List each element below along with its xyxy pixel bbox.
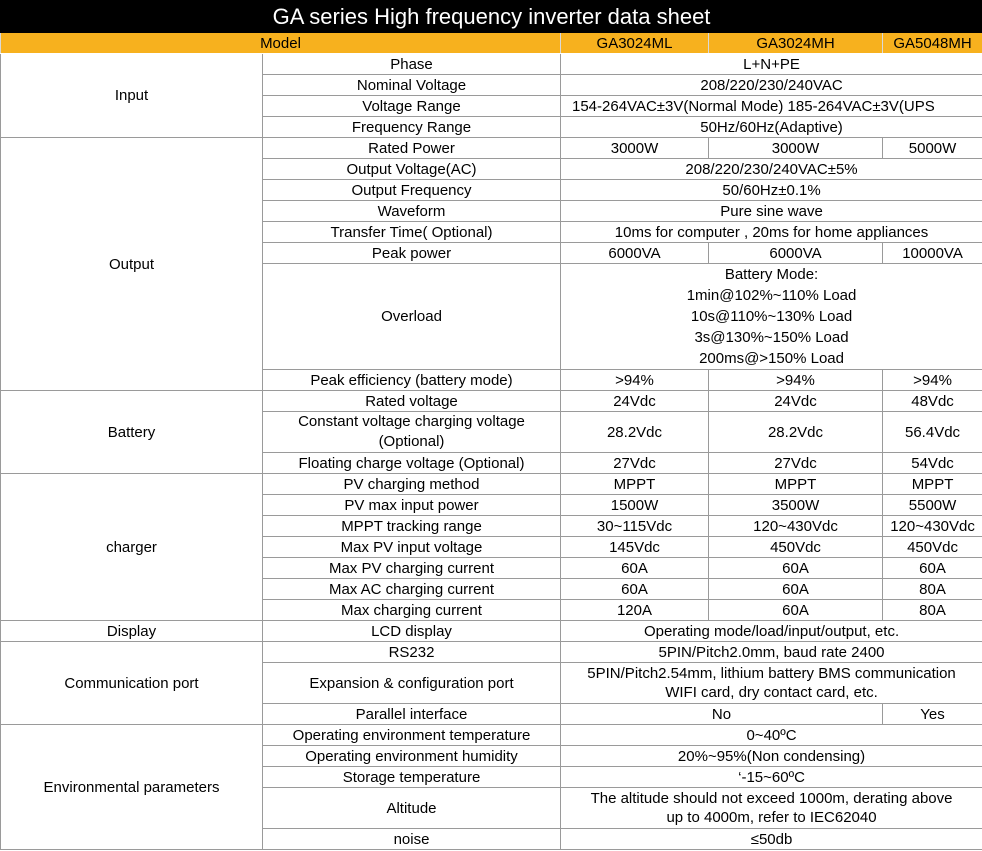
param-label: Operating environment humidity <box>263 746 561 767</box>
param-value: 450Vdc <box>883 537 982 558</box>
param-value: 60A <box>709 579 883 600</box>
param-value: 60A <box>709 600 883 621</box>
param-label: Altitude <box>263 788 561 829</box>
param-value: Pure sine wave <box>561 201 982 222</box>
param-label: Rated Power <box>263 138 561 159</box>
model-ga3024ml: GA3024ML <box>561 33 709 54</box>
param-label: Storage temperature <box>263 767 561 788</box>
model-header-row <box>1 33 982 54</box>
overload-line: 3s@130%~150% Load <box>694 329 849 346</box>
model-ga3024mh: GA3024MH <box>709 33 883 54</box>
param-value: 10ms for computer , 20ms for home appliances <box>561 222 982 243</box>
param-label: Voltage Range <box>263 96 561 117</box>
overload-line: 200ms@>150% Load <box>699 350 844 367</box>
sheet-title: GA series High frequency inverter data sheet <box>1 1 982 33</box>
param-label: PV max input power <box>263 495 561 516</box>
table-row <box>1 725 982 746</box>
param-value: 3500W <box>709 495 883 516</box>
overload-line: 1min@102%~110% Load <box>686 287 857 304</box>
group-display: Display <box>1 621 263 642</box>
param-value: 3000W <box>561 138 709 159</box>
param-value: MPPT <box>561 474 709 495</box>
param-label: Output Frequency <box>263 180 561 201</box>
param-value: 208/220/230/240VAC <box>561 75 982 96</box>
param-value: 450Vdc <box>709 537 883 558</box>
param-value: 5500W <box>883 495 982 516</box>
param-value: ≤50db <box>561 829 982 850</box>
param-value: 20%~95%(Non condensing) <box>561 746 982 767</box>
param-label: Rated voltage <box>263 391 561 412</box>
altitude-line: up to 4000m, refer to IEC62040 <box>666 809 877 826</box>
param-label: Transfer Time( Optional) <box>263 222 561 243</box>
param-value: 50Hz/60Hz(Adaptive) <box>561 117 982 138</box>
model-label: Model <box>1 33 561 54</box>
param-label: Max PV input voltage <box>263 537 561 558</box>
group-battery: Battery <box>1 391 263 474</box>
param-value: 0~40ºC <box>561 725 982 746</box>
param-value: 6000VA <box>561 243 709 264</box>
param-label: Max PV charging current <box>263 558 561 579</box>
param-label: Floating charge voltage (Optional) <box>263 453 561 474</box>
param-value <box>561 788 982 829</box>
table-row <box>1 391 982 412</box>
param-label: Max charging current <box>263 600 561 621</box>
param-value <box>561 663 982 704</box>
param-value: 28.2Vdc <box>709 412 883 453</box>
param-label: Overload <box>263 264 561 370</box>
param-label: Phase <box>263 54 561 75</box>
param-value: 1500W <box>561 495 709 516</box>
param-label: Nominal Voltage <box>263 75 561 96</box>
param-label: Peak efficiency (battery mode) <box>263 370 561 391</box>
param-value: 208/220/230/240VAC±5% <box>561 159 982 180</box>
group-output: Output <box>1 138 263 391</box>
param-value: 56.4Vdc <box>883 412 982 453</box>
param-value: 54Vdc <box>883 453 982 474</box>
param-label: Max AC charging current <box>263 579 561 600</box>
param-label: MPPT tracking range <box>263 516 561 537</box>
param-value: 120A <box>561 600 709 621</box>
param-value: 5PIN/Pitch2.0mm, baud rate 2400 <box>561 642 982 663</box>
group-communication: Communication port <box>1 642 263 725</box>
param-value: 27Vdc <box>561 453 709 474</box>
param-value: MPPT <box>883 474 982 495</box>
param-value: 60A <box>709 558 883 579</box>
param-label: LCD display <box>263 621 561 642</box>
expansion-line: 5PIN/Pitch2.54mm, lithium battery BMS communication <box>587 665 956 682</box>
param-value: 120~430Vdc <box>709 516 883 537</box>
param-value: 5000W <box>883 138 982 159</box>
param-value: 24Vdc <box>709 391 883 412</box>
param-value <box>561 264 982 370</box>
param-value: 24Vdc <box>561 391 709 412</box>
param-value: 154-264VAC±3V(Normal Mode) 185-264VAC±3V(UPS <box>561 96 982 117</box>
param-value: 6000VA <box>709 243 883 264</box>
group-input: Input <box>1 54 263 138</box>
table-row <box>1 54 982 75</box>
param-value: 60A <box>561 558 709 579</box>
table-row <box>1 138 982 159</box>
param-label: Frequency Range <box>263 117 561 138</box>
param-value: >94% <box>561 370 709 391</box>
overload-line: 10s@110%~130% Load <box>690 308 853 325</box>
param-label: Operating environment temperature <box>263 725 561 746</box>
param-value: L+N+PE <box>561 54 982 75</box>
param-value: 10000VA <box>883 243 982 264</box>
param-label: Parallel interface <box>263 704 561 725</box>
param-label: Waveform <box>263 201 561 222</box>
altitude-line: The altitude should not exceed 1000m, derating above <box>590 790 953 807</box>
param-value: >94% <box>709 370 883 391</box>
table-row <box>1 621 982 642</box>
param-value: 28.2Vdc <box>561 412 709 453</box>
param-label: Output Voltage(AC) <box>263 159 561 180</box>
overload-line: Battery Mode: <box>724 266 819 283</box>
param-value: 48Vdc <box>883 391 982 412</box>
param-value: 30~115Vdc <box>561 516 709 537</box>
param-value: ‘-15~60ºC <box>561 767 982 788</box>
group-charger: charger <box>1 474 263 621</box>
param-value: >94% <box>883 370 982 391</box>
param-value: 120~430Vdc <box>883 516 982 537</box>
table-row <box>1 474 982 495</box>
model-ga5048mh: GA5048MH <box>883 33 982 54</box>
title-row <box>1 1 982 33</box>
param-value: No <box>561 704 883 725</box>
param-label: Peak power <box>263 243 561 264</box>
param-label: RS232 <box>263 642 561 663</box>
param-value: MPPT <box>709 474 883 495</box>
param-value: 80A <box>883 579 982 600</box>
param-value: 60A <box>883 558 982 579</box>
param-value: 50/60Hz±0.1% <box>561 180 982 201</box>
param-label: PV charging method <box>263 474 561 495</box>
param-label: Constant voltage charging voltage (Optional) <box>263 412 561 453</box>
param-value: Operating mode/load/input/output, etc. <box>561 621 982 642</box>
param-value: 60A <box>561 579 709 600</box>
param-label: Expansion & configuration port <box>263 663 561 704</box>
param-value: 27Vdc <box>709 453 883 474</box>
expansion-line: WIFI card, dry contact card, etc. <box>665 684 878 701</box>
param-label: noise <box>263 829 561 850</box>
param-value: 80A <box>883 600 982 621</box>
param-value: 3000W <box>709 138 883 159</box>
group-environment: Environmental parameters <box>1 725 263 850</box>
table-row <box>1 642 982 663</box>
param-value: 145Vdc <box>561 537 709 558</box>
param-value: Yes <box>883 704 982 725</box>
